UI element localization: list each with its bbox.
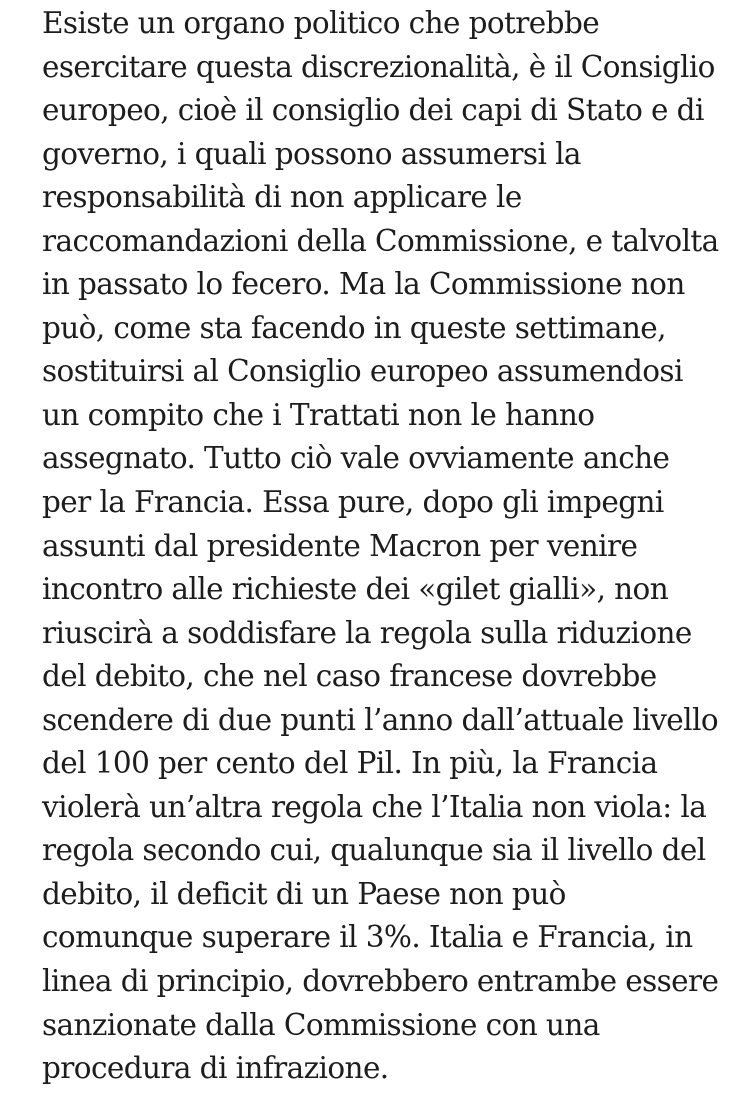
- paragraph-line-6: raccomandazioni della Commissione, e talvolta: [42, 223, 719, 258]
- paragraph-line-5: responsabilità di non applicare le: [42, 180, 522, 215]
- paragraph-line-8: può, come sta facendo in queste settimane,: [42, 310, 666, 345]
- paragraph-line-9: sostituirsi al Consiglio europeo assumendosi: [42, 354, 683, 389]
- paragraph-line-2: esercitare questa discrezionalità, è il Consiglio: [42, 49, 715, 84]
- paragraph-line-24: sanzionate dalla Commissione con una: [42, 1007, 600, 1042]
- paragraph-line-18: del 100 per cento del Pil. In più, la Francia: [42, 746, 658, 781]
- paragraph-line-23: linea di principio, dovrebbero entrambe essere: [42, 964, 719, 999]
- paragraph-line-13: assunti dal presidente Macron per venire: [42, 528, 638, 563]
- paragraph-line-15: riuscirà a soddisfare la regola sulla riduzione: [42, 615, 692, 650]
- paragraph-line-7: in passato lo fecero. Ma la Commissione non: [42, 267, 685, 302]
- paragraph-line-17: scendere di due punti l’anno dall’attuale livello: [42, 702, 718, 737]
- paragraph-line-20: regola secondo cui, qualunque sia il livello del: [42, 833, 706, 868]
- paragraph-line-10: un compito che i Trattati non le hanno: [42, 397, 595, 432]
- article-paragraph: [42, 2, 746, 1091]
- paragraph-line-16: del debito, che nel caso francese dovrebbe: [42, 659, 657, 694]
- paragraph-line-14: incontro alle richieste dei «gilet gialli», non: [42, 572, 669, 607]
- paragraph-line-19: violerà un’altra regola che l’Italia non viola: la: [42, 789, 707, 824]
- paragraph-line-4: governo, i quali possono assumersi la: [42, 136, 581, 171]
- paragraph-line-3: europeo, cioè il consiglio dei capi di Stato e di: [42, 93, 704, 128]
- paragraph-line-22: comunque superare il 3%. Italia e Francia, in: [42, 920, 693, 955]
- paragraph-line-11: assegnato. Tutto ciò vale ovviamente anche: [42, 441, 670, 476]
- paragraph-line-25: procedura di infrazione.: [42, 1051, 389, 1086]
- paragraph-line-21: debito, il deficit di un Paese non può: [42, 876, 566, 911]
- paragraph-line-1: Esiste un organo politico che potrebbe: [42, 6, 600, 40]
- paragraph-line-12: per la Francia. Essa pure, dopo gli impegni: [42, 485, 664, 520]
